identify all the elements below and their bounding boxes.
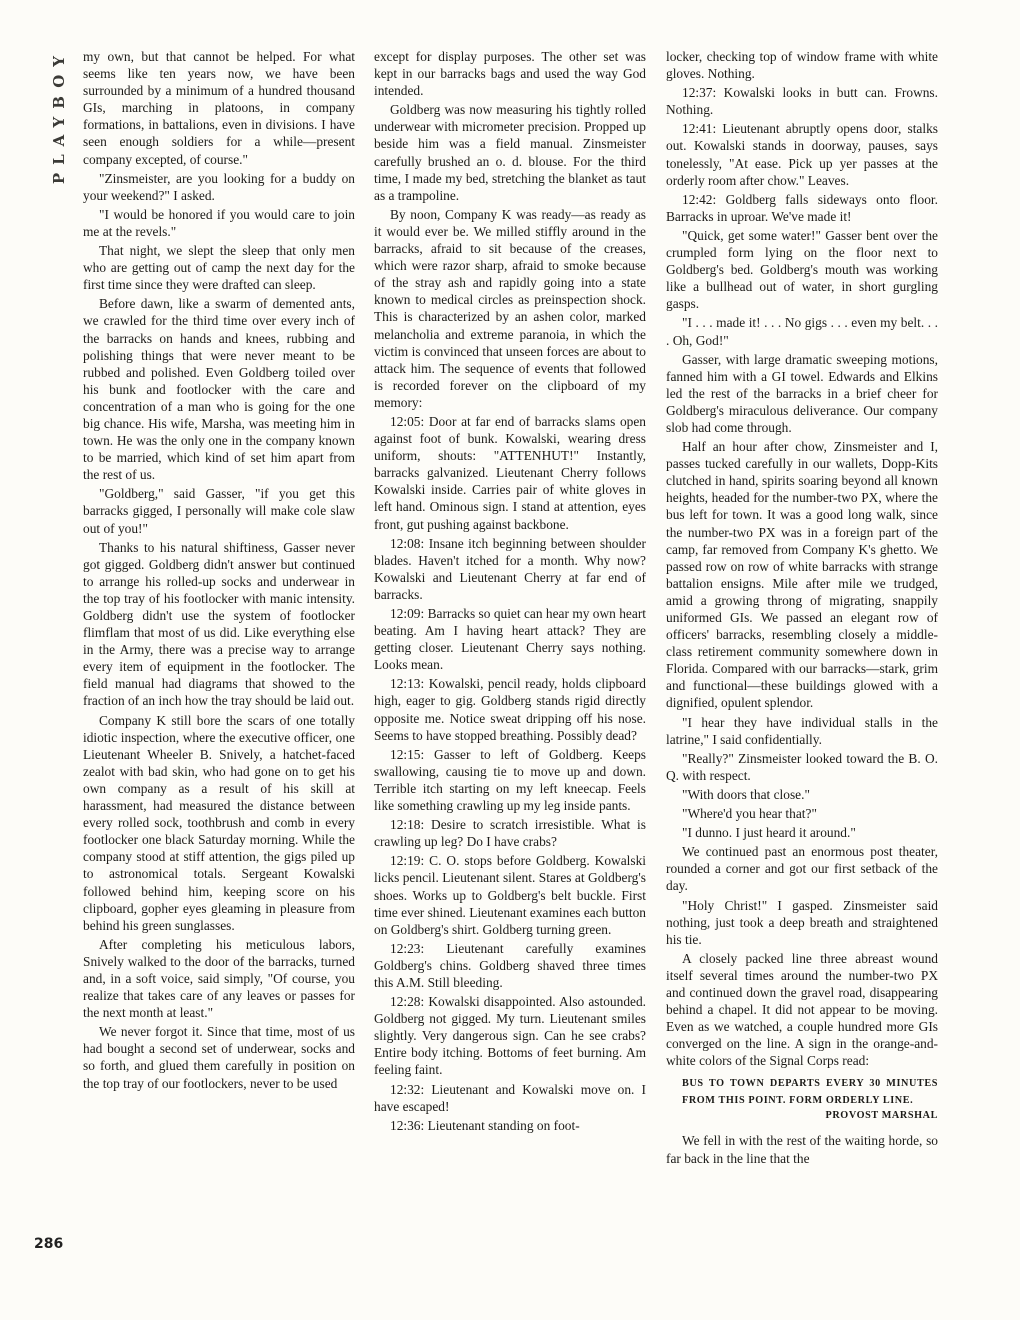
paragraph: "Zinsmeister, are you looking for a buddy on your weekend?" I asked.: [83, 170, 355, 203]
paragraph: "Goldberg," said Gasser, "if you get this barracks gigged, I personally will make cole slaw out of you!": [83, 486, 355, 536]
paragraph: 12:09: Barracks so quiet can hear my own heart beating. Am I having heart attack? They are getting closer. Lieutenant Cherry says nothing. Looks mean.: [374, 606, 646, 673]
paragraph: Company K still bore the scars of one totally idiotic inspection, where the executive officer, one Lieutenant Wheeler B. Snively, a hatchet-faced zealot with bad skin, who had gone on to get his own company as a result of his skill at harassment, had measured the distance between every rolled sock, toothbrush and comb in every footlocker one black Saturday morning. While the company stood at stiff attention, the gigs piled up to astronomical totals. Sergeant Kowalski followed behind him, keeping score on his clipboard, gopher eyes gleaming in pleasure from behind his green sunglasses.: [83, 712, 355, 933]
paragraph: "I would be honored if you would care to join me at the revels.": [83, 206, 355, 239]
paragraph: 12:32: Lieutenant and Kowalski move on. I have escaped!: [374, 1081, 646, 1114]
text-column-1: [83, 48, 355, 1094]
paragraph: We fell in with the rest of the waiting horde, so far back in the line that the: [666, 1133, 938, 1166]
paragraph: Half an hour after chow, Zinsmeister and I, passes tucked carefully in our wallets, Dopp-Kits clutched in hand, spirits soaring beyond all known heights, headed for the number-two PX, where the bus left for town. It was a good long walk, since the number-two PX was in a foreign part of the camp, far removed from Company K's ghetto. We passed row on row of white barracks with strange battalion ensigns. Mile after mile we trudged, amid a growing throng of migrating, snappily uniformed GIs. We passed an elegant row of officers' barracks, resembling closely a middle-class retirement community somewhere down in Florida. Compared with our barracks—stark, grim and functional—these buildings glowed with a dignified, opulent splendor.: [666, 439, 938, 711]
paragraph: We continued past an enormous post theater, rounded a corner and got our first setback of the day.: [666, 844, 938, 894]
paragraph: 12:08: Insane itch beginning between shoulder blades. Haven't itched for a month. Why now? Kowalski and Lieutenant Cherry at far end of barracks.: [374, 535, 646, 602]
paragraph: Gasser, with large dramatic sweeping motions, fanned him with a GI towel. Edwards and Elkins led the rest of the barracks in a brief cheer for Goldberg's miraculous deliverance. Our company slob had come through.: [666, 351, 938, 435]
paragraph: 12:42: Goldberg falls sideways onto floor. Barracks in uproar. We've made it!: [666, 191, 938, 224]
paragraph: "Really?" Zinsmeister looked toward the B. O. Q. with respect.: [666, 750, 938, 783]
sign-signature: PROVOST MARSHAL: [825, 1110, 938, 1122]
paragraph: "With doors that close.": [682, 786, 810, 802]
paragraph: "Where'd you hear that?": [682, 806, 817, 822]
paragraph: A closely packed line three abreast wound itself several times around the number-two PX and continued down the gravel road, disappearing behind a chapel. It did not appear to be moving. Even as we watched, a couple hundred more GIs converged on the line. A sign in the orange-and-white colors of the Signal Corps read:: [666, 950, 938, 1069]
paragraph: By noon, Company K was ready—as ready as it would ever be. We milled stiffly around in the barracks, afraid to sit because of the creases, which were razor sharp, afraid to smoke because of the stray ash and rapidly going into a state known to medical circles as preinspection shock. This is characterized by an ashen color, marked melancholia and extreme paranoia, in which the victim is convinced that unseen forces are about to attack him. The sequence of events that followed is recorded forever on the clipboard of my memory:: [374, 206, 646, 410]
signal-corps-sign: [682, 1075, 938, 1124]
paragraph: 12:23: Lieutenant carefully examines Goldberg's chins. Goldberg shaved three times this A.M. Still bleeding.: [374, 940, 646, 990]
paragraph: 12:15: Gasser to left of Goldberg. Keeps swallowing, causing tie to move up and down. Terrible itch starting on my left kneecap. Feels like something crawling up my leg inside pants.: [374, 746, 646, 814]
text-column-2: [374, 48, 646, 1136]
paragraph: 12:36: Lieutenant standing on foot-: [390, 1117, 580, 1133]
paragraph: "I . . . made it! . . . No gigs . . . even my belt. . . . Oh, God!": [666, 315, 938, 348]
paragraph: Goldberg was now measuring his tightly rolled underwear with micrometer precision. Propped up beside him was a field manual. Zinsmeister carefully brushed an o. d. blouse. For the third time, I made my bed, stretching the blanket as taut as a trampoline.: [374, 102, 646, 203]
paragraph: That night, we slept the sleep that only men who are getting out of camp the next day for the first time since they were drafted can sleep.: [83, 243, 355, 293]
paragraph: "I hear they have individual stalls in the latrine," I said confidentially.: [666, 714, 938, 747]
paragraph: except for display purposes. The other set was kept in our barracks bags and used the way God intended.: [374, 49, 646, 99]
sign-text: BUS TO TOWN DEPARTS EVERY 30 MINUTES FROM THIS POINT. FORM ORDERLY LINE.: [682, 1078, 938, 1107]
paragraph: 12:28: Kowalski disappointed. Also astounded. Goldberg not gigged. My turn. Lieutenant smiles slightly. Very dangerous sign. Can he see crabs? Entire body itching. Bottoms of feet burning. Am feeling faint.: [374, 994, 646, 1078]
page-number: 286: [34, 1236, 64, 1252]
paragraph: "I dunno. I just heard it around.": [682, 825, 856, 841]
paragraph: my own, but that cannot be helped. For what seems like ten years now, we have been surrounded by a minimum of a hundred thousand GIs, marching in platoons, in company formations, in battalions, even in divisions. I have seen enough soldiers for a while—present company excepted, of course.": [83, 49, 355, 167]
text-column-3: [666, 48, 938, 1169]
paragraph: locker, checking top of window frame with white gloves. Nothing.: [666, 49, 938, 82]
magazine-brand: PLAYBOY: [50, 48, 68, 185]
paragraph: 12:41: Lieutenant abruptly opens door, stalks out. Kowalski stands in doorway, pauses, says tonelessly, "At ease. Pick up yer passes at the orderly room after chow." Leaves.: [666, 121, 938, 188]
paragraph: Thanks to his natural shiftiness, Gasser never got gigged. Goldberg didn't answer but continued to arrange his rolled-up socks and underwear in the top tray of his footlocker with manic intensity. Goldberg didn't use the system of footlocker flimflam that most of us did. Like everything else in the Army, there was a precise way to arrange every item of equipment in the footlocker. The field manual had diagrams that showed to the fraction of an inch how the tray should be laid out.: [83, 539, 355, 709]
paragraph: 12:19: C. O. stops before Goldberg. Kowalski licks pencil. Lieutenant silent. Stares at Goldberg's shoes. Works up to Goldberg's belt buckle. First time ever shined. Lieutenant examines each button on Goldberg's shirt. Goldberg turning green.: [374, 853, 646, 937]
paragraph: 12:37: Kowalski looks in butt can. Frowns. Nothing.: [666, 85, 938, 118]
paragraph: "Holy Christ!" I gasped. Zinsmeister said nothing, just took a deep breath and straightened his tie.: [666, 897, 938, 947]
paragraph: Before dawn, like a swarm of demented ants, we crawled for the third time over every inch of the barracks on hands and knees, rubbing and polishing things that were never meant to be rubbed and polished. Even Goldberg toiled over his bunk and footlocker with the care and concentration of a man who is going for the one big chance. His wife, Marsha, was meeting him in town. He was the only one in the company known to be married, which kind of set him apart from the rest of us.: [83, 296, 355, 483]
paragraph: 12:13: Kowalski, pencil ready, holds clipboard high, eager to gig. Goldberg stands rigid directly opposite me. Notice sweat dripping off his nose. Seems to have stopped breathing. Possibly dead?: [374, 676, 646, 743]
paragraph: We never forgot it. Since that time, most of us had bought a second set of underwear, socks and so forth, and glued them carefully in position on the top tray of our footlockers, never to be used: [83, 1024, 355, 1091]
paragraph: "Quick, get some water!" Gasser bent over the crumpled form lying on the floor next to Goldberg's bed. Goldberg's mouth was working like a bullhead out of water, in short gurgling gasps.: [666, 227, 938, 312]
paragraph: 12:18: Desire to scratch irresistible. What is crawling up leg? Do I have crabs?: [374, 817, 646, 850]
paragraph: 12:05: Door at far end of barracks slams open against foot of bunk. Kowalski, wearing dress uniform, shouts: "ATTENHUT!" Instantly, barracks galvanized. Lieutenant Cherry follows Kowalski inside. Carries pair of white gloves in left hand. Ominous sign. I stand at attention, eyes front, gut pushing against backbone.: [374, 413, 646, 532]
paragraph: After completing his meticulous labors, Snively walked to the door of the barracks, turned and, in a soft voice, said simply, "Of course, you realize that takes care of any leaves or passes for the next month at least.": [83, 936, 355, 1021]
